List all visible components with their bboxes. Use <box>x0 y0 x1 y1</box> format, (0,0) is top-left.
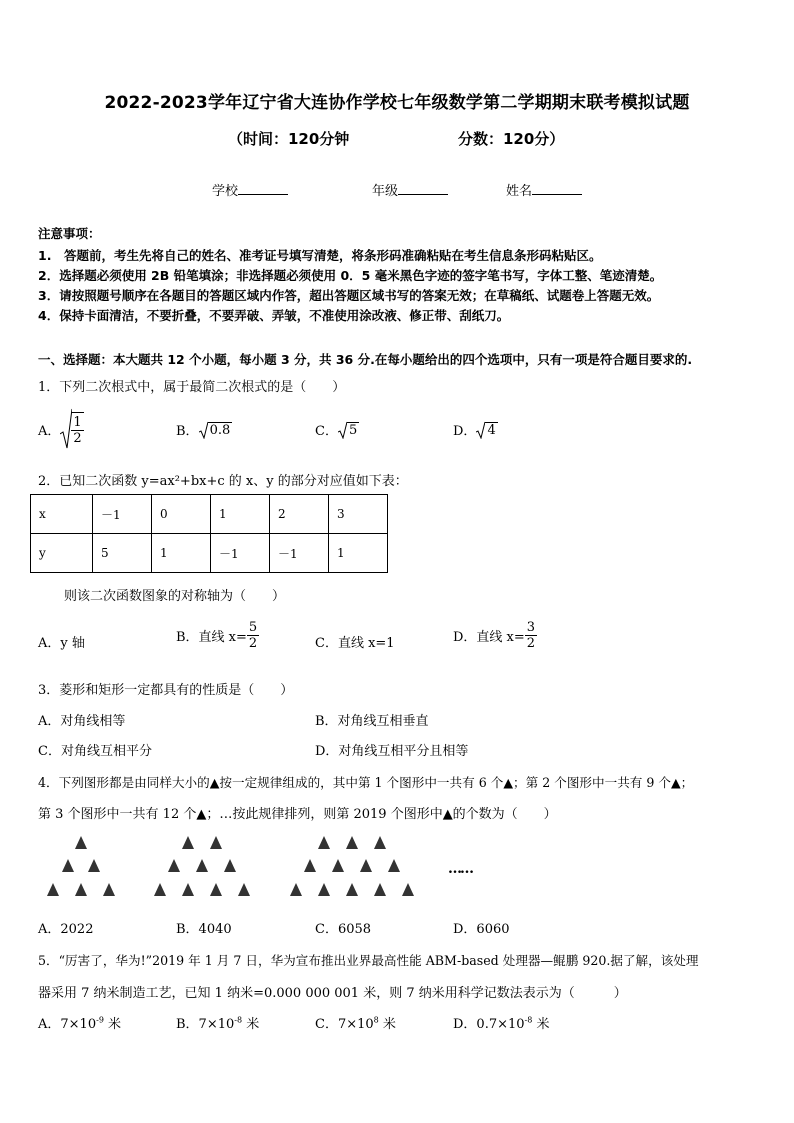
q5-stem-line1: 5．“厉害了，华为!”2019 年 1 月 7 日，华为宣布推出业界最高性能 ABM-based 处理器—鲲鹏 920.据了解，该处理 <box>38 953 699 968</box>
table-row <box>31 495 388 534</box>
triangle-icon <box>182 836 194 849</box>
triangle-icon <box>238 883 250 896</box>
triangle-icon <box>88 859 100 872</box>
q1-option-a-label: A． <box>38 423 61 439</box>
q5-option-a-base: A．7×10 <box>38 1017 97 1032</box>
fraction-numerator: 1 <box>73 415 82 430</box>
table-cell: －1 <box>270 534 329 573</box>
value-table <box>30 494 388 573</box>
section-heading: 一、选择题：本大题共 12 个小题，每小题 3 分，共 36 分.在每小题给出的四个选项中，只有一项是符合题目要求的. <box>38 352 693 367</box>
triangle-icon <box>168 859 180 872</box>
triangle-icon <box>346 883 358 896</box>
name-label: 姓名 <box>506 184 533 199</box>
q2-subquestion: 则该二次函数图象的对称轴为（ ） <box>64 589 286 604</box>
triangle-icon <box>75 836 87 849</box>
radicand: 5 <box>348 422 358 438</box>
radicand: 4 <box>487 422 496 438</box>
table-cell: 5 <box>93 534 152 573</box>
triangle-icon <box>210 883 222 896</box>
q5-stem-line2: 器采用 7 纳米制造工艺，已知 1 纳米=0.000 000 001 米，则 7 纳米用科学记数法表示为（ ） <box>38 986 627 1001</box>
q4-stem-line1: 4．下列图形都是由同样大小的▲按一定规律组成的，其中第 1 个图形中一共有 6 个▲；第 2 个图形中一共有 9 个▲； <box>38 775 694 790</box>
name-field <box>506 180 582 199</box>
triangle-icon <box>47 883 59 896</box>
q3-option-d: D．对角线互相平分且相等 <box>315 744 469 759</box>
triangle-icon <box>210 836 222 849</box>
triangle-icon <box>318 883 330 896</box>
school-label: 学校 <box>212 184 239 199</box>
q2-stem: 2．已知二次函数 y=ax²+bx+c 的 x、y 的部分对应值如下表： <box>38 474 408 489</box>
unit: 米 <box>242 1017 260 1032</box>
notice-item: 4．保持卡面清洁，不要折叠，不要弄破、弄皱，不准使用涂改液、修正带、刮纸刀。 <box>38 308 510 323</box>
exam-time: （时间：120分钟 <box>228 130 350 148</box>
school-blank <box>238 182 288 195</box>
q5-option-c-base: C．7×10 <box>315 1017 374 1032</box>
q1-option-b <box>176 420 232 439</box>
q3-option-c: C．对角线互相平分 <box>38 744 152 759</box>
triangle-icon <box>388 859 400 872</box>
fraction-denominator: 2 <box>526 636 536 651</box>
q2-option-d <box>453 620 537 651</box>
triangle-icon <box>332 859 344 872</box>
q4-option-a: A．2022 <box>38 922 94 937</box>
table-cell: y <box>31 534 93 573</box>
q4-option-b: B．4040 <box>176 922 232 937</box>
unit: 米 <box>378 1017 396 1032</box>
fraction-numerator: 5 <box>248 620 258 635</box>
q3-option-a: A．对角线相等 <box>38 714 126 729</box>
q5-option-b-base: B．7×10 <box>176 1017 235 1032</box>
triangle-icon <box>374 883 386 896</box>
exponent: -8 <box>524 1015 533 1025</box>
table-cell: －1 <box>93 495 152 534</box>
figure-ellipsis: …… <box>448 861 472 877</box>
triangle-icon <box>402 883 414 896</box>
q1-option-c <box>315 420 359 439</box>
table-cell: 0 <box>152 495 211 534</box>
radical-sign-icon <box>476 421 485 439</box>
radicand: 0.8 <box>209 422 231 438</box>
q4-stem-line2: 第 3 个图形中一共有 12 个▲；…按此规律排列，则第 2019 个图形中▲的个数为（ ） <box>38 807 557 822</box>
table-cell: 1 <box>152 534 211 573</box>
q2-option-c: C．直线 x=1 <box>315 636 395 651</box>
table-cell: 3 <box>329 495 388 534</box>
q5-option-c <box>315 1013 396 1032</box>
triangle-icon <box>75 883 87 896</box>
triangle-icon <box>224 859 236 872</box>
grade-field <box>372 180 448 199</box>
radical-sign-icon <box>338 421 347 439</box>
exponent: 8 <box>373 1015 379 1025</box>
grade-blank <box>398 182 448 195</box>
q3-option-b: B．对角线互相垂直 <box>315 714 429 729</box>
table-cell: 2 <box>270 495 329 534</box>
name-blank <box>532 182 582 195</box>
q1-option-c-label: C． <box>315 424 338 439</box>
q5-option-d <box>453 1013 549 1032</box>
fraction-numerator: 3 <box>526 620 536 635</box>
triangle-icon <box>374 836 386 849</box>
q1-option-b-label: B． <box>176 424 199 439</box>
school-field <box>212 180 288 199</box>
q5-option-d-base: D．0.7×10 <box>453 1017 525 1032</box>
triangle-icon <box>318 836 330 849</box>
fraction-denominator: 2 <box>73 431 82 446</box>
triangle-icon <box>103 883 115 896</box>
notice-item: 1. 答题前，考生先将自己的姓名、准考证号填写清楚，将条形码准确粘贴在考生信息条形码粘贴区。 <box>38 248 602 263</box>
triangle-icon <box>304 859 316 872</box>
exponent: -9 <box>96 1015 104 1025</box>
notice-item: 2．选择题必须使用 2B 铅笔填涂；非选择题必须使用 0．5 毫米黑色字迹的签字笔书写，字体工整、笔迹清楚。 <box>38 268 663 283</box>
triangle-icon <box>154 883 166 896</box>
unit: 米 <box>103 1017 122 1032</box>
q3-stem: 3．菱形和矩形一定都具有的性质是（ ） <box>38 683 294 698</box>
triangle-icon <box>196 859 208 872</box>
q1-option-a <box>38 408 84 450</box>
table-cell: x <box>31 495 93 534</box>
q5-option-a <box>38 1013 121 1032</box>
q2-option-a: A．y 轴 <box>38 636 85 651</box>
triangle-icon <box>62 859 74 872</box>
q1-stem: 1．下列二次根式中，属于最简二次根式的是（ ） <box>38 380 346 395</box>
exponent: -8 <box>234 1015 243 1025</box>
radical-sign-icon <box>199 421 208 439</box>
fraction-denominator: 2 <box>248 636 258 651</box>
q1-option-d-label: D． <box>453 424 477 439</box>
table-row <box>31 534 388 573</box>
triangle-icon <box>290 883 302 896</box>
notice-item: 3．请按照题号顺序在各题目的答题区域内作答，超出答题区域书写的答案无效；在草稿纸、试题卷上答题无效。 <box>38 288 660 303</box>
grade-label: 年级 <box>372 184 399 199</box>
triangle-icon <box>360 859 372 872</box>
page-title: 2022-2023学年辽宁省大连协作学校七年级数学第二学期期末联考模拟试题 <box>104 93 690 113</box>
q2-option-d-label: D．直线 x= <box>453 630 525 645</box>
table-cell: 1 <box>211 495 270 534</box>
notice-heading: 注意事项： <box>38 226 101 241</box>
exam-score: 分数：120分） <box>458 130 565 148</box>
table-cell: －1 <box>211 534 270 573</box>
sqrt-symbol <box>60 408 83 450</box>
table-cell: 1 <box>329 534 388 573</box>
triangle-icon <box>182 883 194 896</box>
q5-option-b <box>176 1013 259 1032</box>
q4-option-d: D．6060 <box>453 922 510 937</box>
q2-option-b <box>176 620 259 651</box>
unit: 米 <box>532 1017 550 1032</box>
q2-option-b-label: B．直线 x= <box>176 630 247 645</box>
q4-option-c: C．6058 <box>315 922 372 937</box>
q1-option-d <box>453 420 498 439</box>
triangle-icon <box>346 836 358 849</box>
